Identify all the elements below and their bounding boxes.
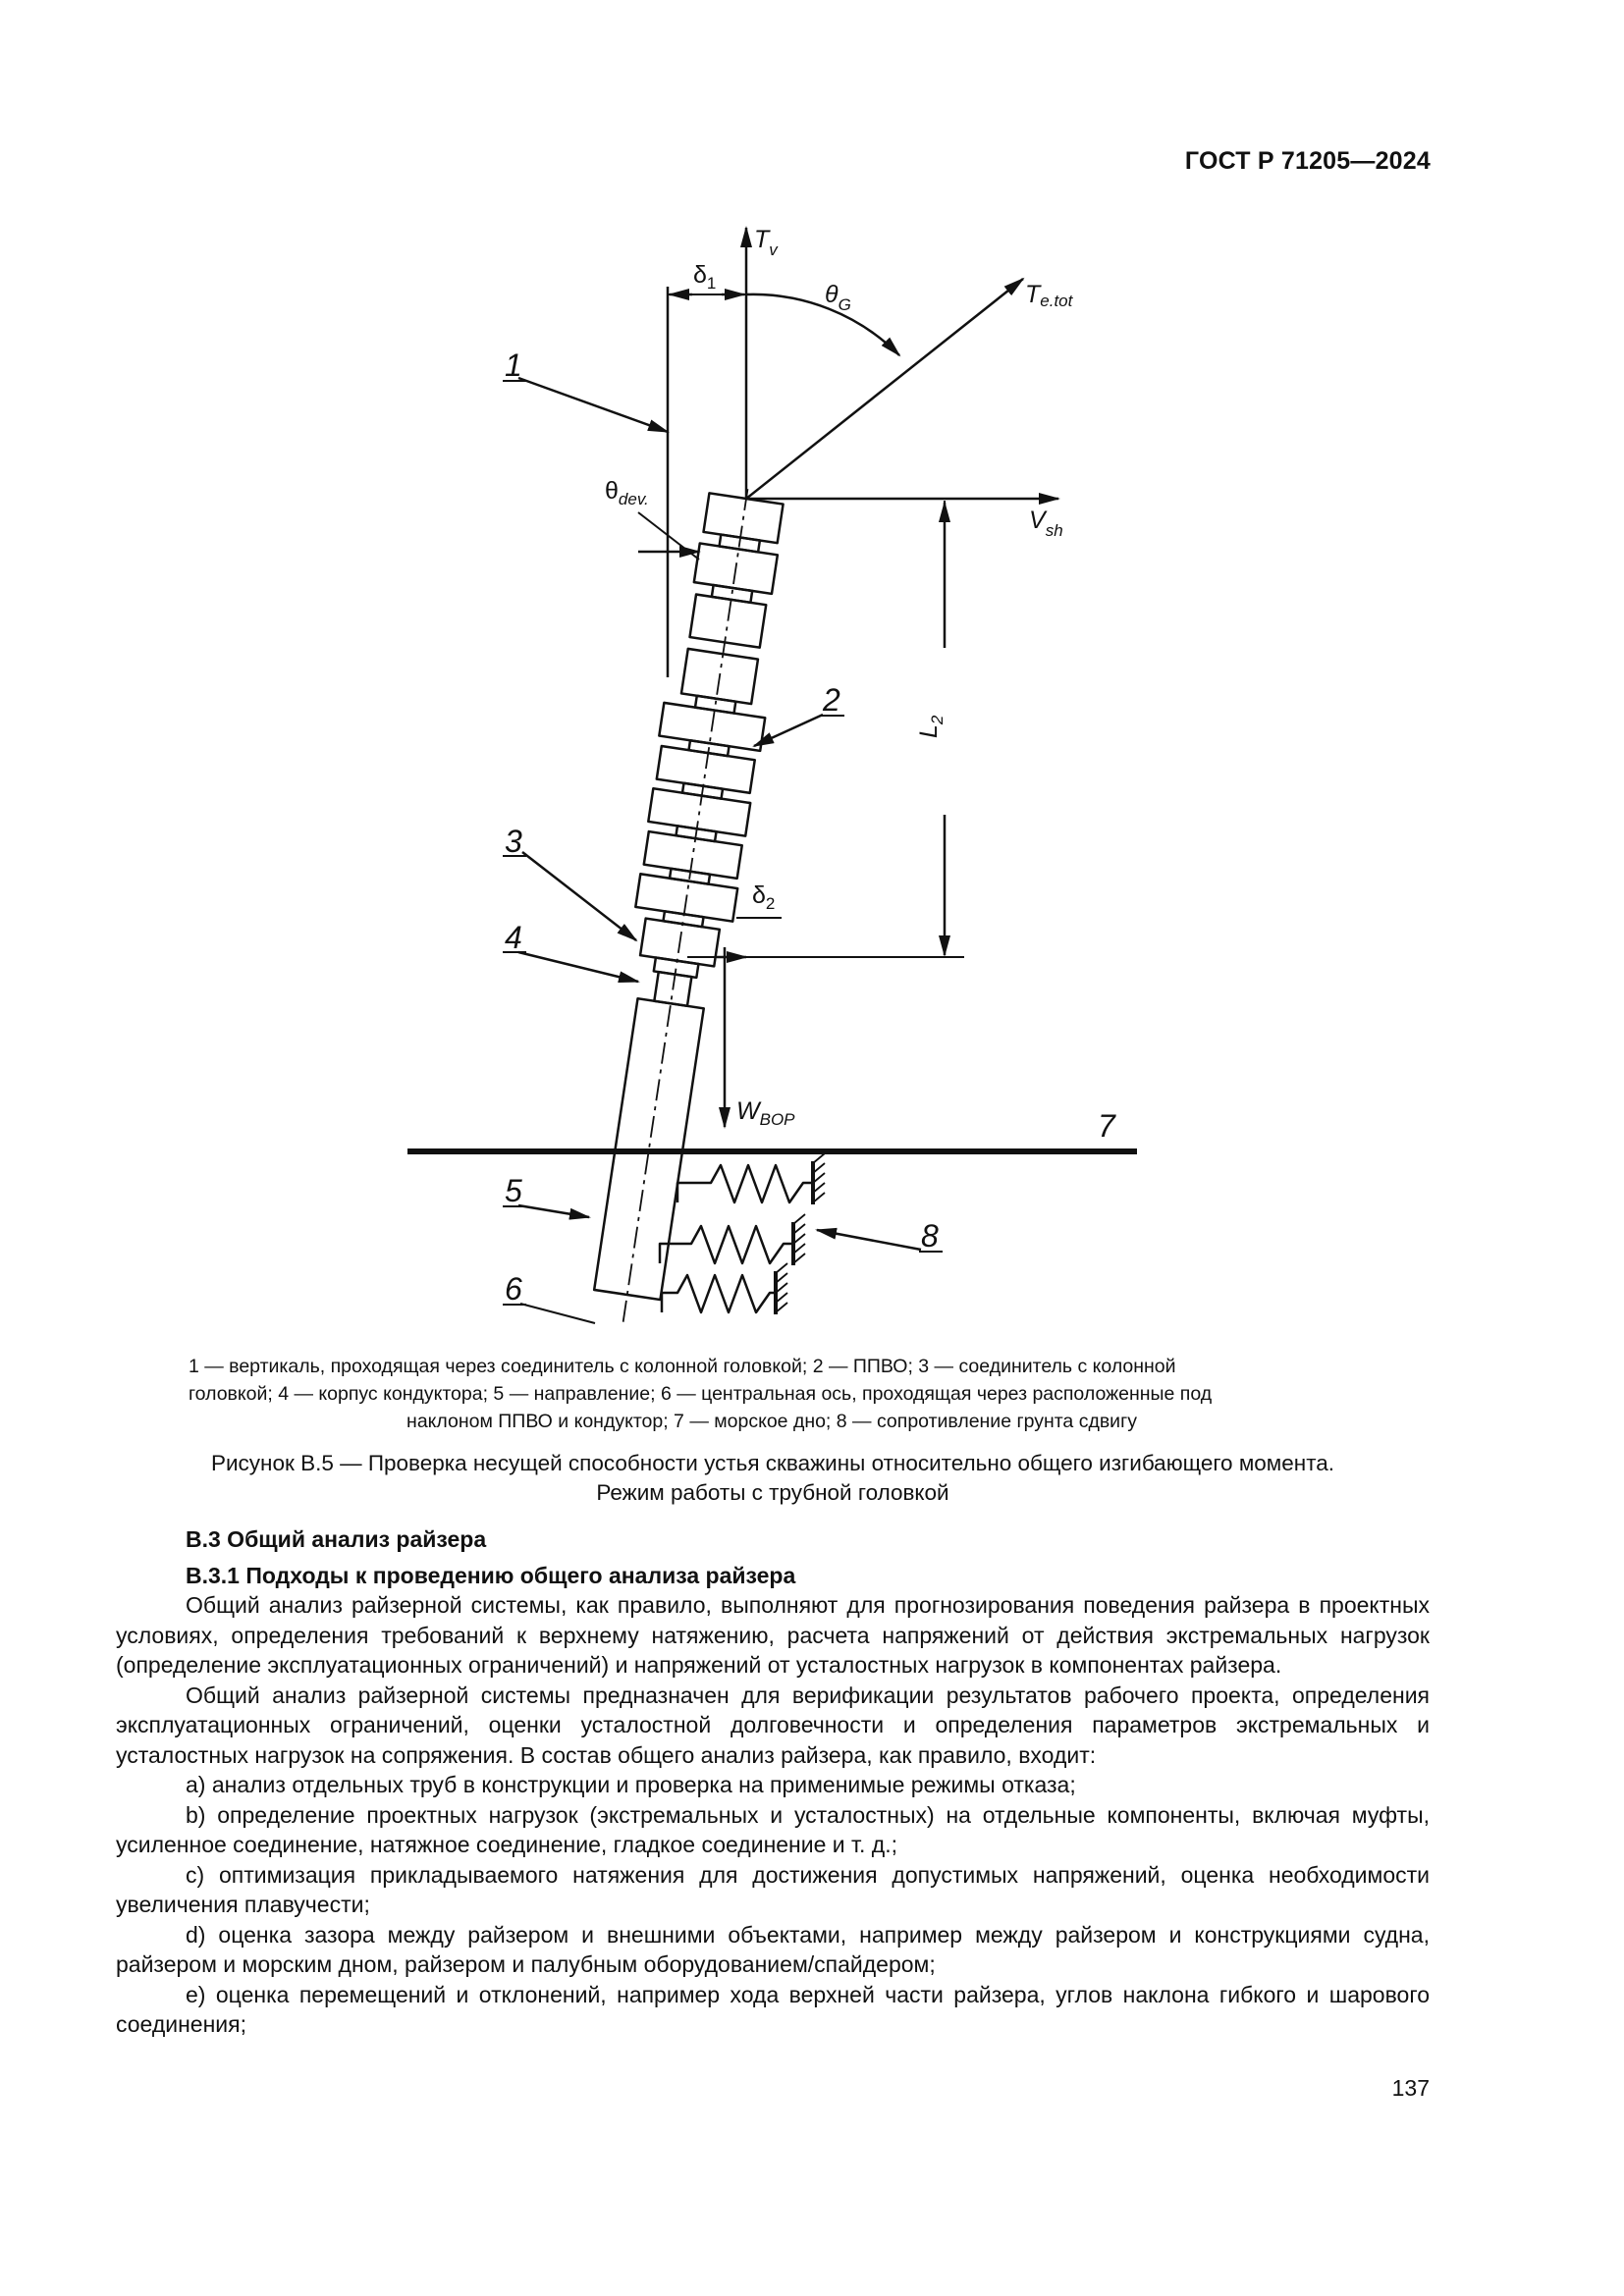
- legend-line: головкой; 4 — корпус кондуктора; 5 — направление; 6 — центральная ось, проходящая через расположенные под: [189, 1383, 1213, 1405]
- theta-g-arc: [746, 294, 899, 355]
- symbol-tv: Tv: [754, 226, 778, 259]
- section-heading: В.3 Общий анализ райзера: [186, 1526, 487, 1552]
- caption-line: Режим работы с трубной головкой: [596, 1480, 949, 1505]
- figure-caption: [137, 1449, 1408, 1508]
- list-item: е) оценка перемещений и отклонений, например хода верхней части райзера, углов наклона гибкого и шарового соединения;: [116, 1981, 1430, 2037]
- symbol-delta1: δ1: [693, 261, 717, 293]
- list-item: а) анализ отдельных труб в конструкции и проверка на применимые режимы отказа;: [186, 1772, 1076, 1797]
- leader-3: [522, 852, 636, 940]
- figure-label-8: 8: [921, 1218, 939, 1254]
- caption-line: Рисунок В.5 — Проверка несущей способности устья скважины относительно общего изгибающего момента.: [210, 1451, 1335, 1475]
- paragraph: Общий анализ райзерной системы предназначен для верификации результатов рабочего проекта, определения эксплуатационных ограничений, оценки усталостной долговечности и определения параметров экстремальных и усталостных нагрузок на сопряжения. В состав общего анализ райзера, как правило, входит:: [116, 1682, 1430, 1768]
- symbol-theta-dev: θdev.: [605, 477, 649, 508]
- figure-label-2: 2: [823, 682, 840, 718]
- body-text: [116, 1524, 1430, 2040]
- figure-label-7: 7: [1098, 1108, 1115, 1144]
- leader-6: [520, 1304, 595, 1323]
- figure-label-3: 3: [505, 824, 522, 859]
- symbol-vsh: Vsh: [1029, 507, 1063, 540]
- document-code: ГОСТ Р 71205—2024: [1184, 147, 1431, 175]
- leader-8: [817, 1230, 921, 1250]
- symbol-theta-g: θG: [825, 281, 851, 314]
- figure-legend: [189, 1353, 1355, 1435]
- soil-springs: [660, 1153, 825, 1314]
- symbol-l2: L2: [915, 715, 947, 738]
- paragraph: Общий анализ райзерной системы, как правило, выполняют для прогнозирования поведения райзера в проектных условиях, определения требований к верхнему натяжению, расчета напряжений от действия экстремальных нагрузок (определение эксплуатационных ограничений) и напряжений от усталостных нагрузок в компонентах райзера.: [116, 1592, 1430, 1678]
- legend-line: наклоном ППВО и кондуктор; 7 — морское дно; 8 — сопротивление грунта сдвигу: [406, 1411, 1137, 1432]
- list-item: b) определение проектных нагрузок (экстремальных и усталостных) на отдельные компоненты, включая муфты, усиленное соединение, натяжное соединение, гладкое соединение и т. д.;: [116, 1801, 1430, 1857]
- inclined-centerline: [623, 489, 747, 1324]
- leader-5: [518, 1205, 589, 1217]
- figure-label-6: 6: [505, 1271, 522, 1307]
- figure-label-5: 5: [505, 1173, 522, 1208]
- subsection-heading: В.3.1 Подходы к проведению общего анализа райзера: [186, 1562, 796, 1588]
- leader-4: [518, 952, 638, 982]
- list-item: d) оценка зазора между райзером и внешними объектами, например между райзером и конструкциями судна, райзером и морским дном, райзером и палубным оборудованием/спайдером;: [116, 1921, 1430, 1977]
- figure-label-4: 4: [505, 920, 522, 955]
- symbol-delta2: δ2: [752, 881, 776, 913]
- figure-label-1: 1: [505, 347, 522, 383]
- symbol-te-tot: Te.tot: [1025, 281, 1073, 310]
- list-item: с) оптимизация прикладываемого натяжения для достижения допустимых напряжений, оценка необходимости увеличения плавучести;: [116, 1861, 1430, 1917]
- symbol-wbop: WBOP: [736, 1097, 795, 1129]
- total-tension-arrow: [746, 279, 1023, 499]
- legend-line: 1 — вертикаль, проходящая через соединитель с колонной головкой; 2 — ППВО; 3 — соединитель с колонной: [189, 1356, 1176, 1377]
- page-number: 137: [1391, 2075, 1430, 2101]
- leader-1: [518, 378, 668, 432]
